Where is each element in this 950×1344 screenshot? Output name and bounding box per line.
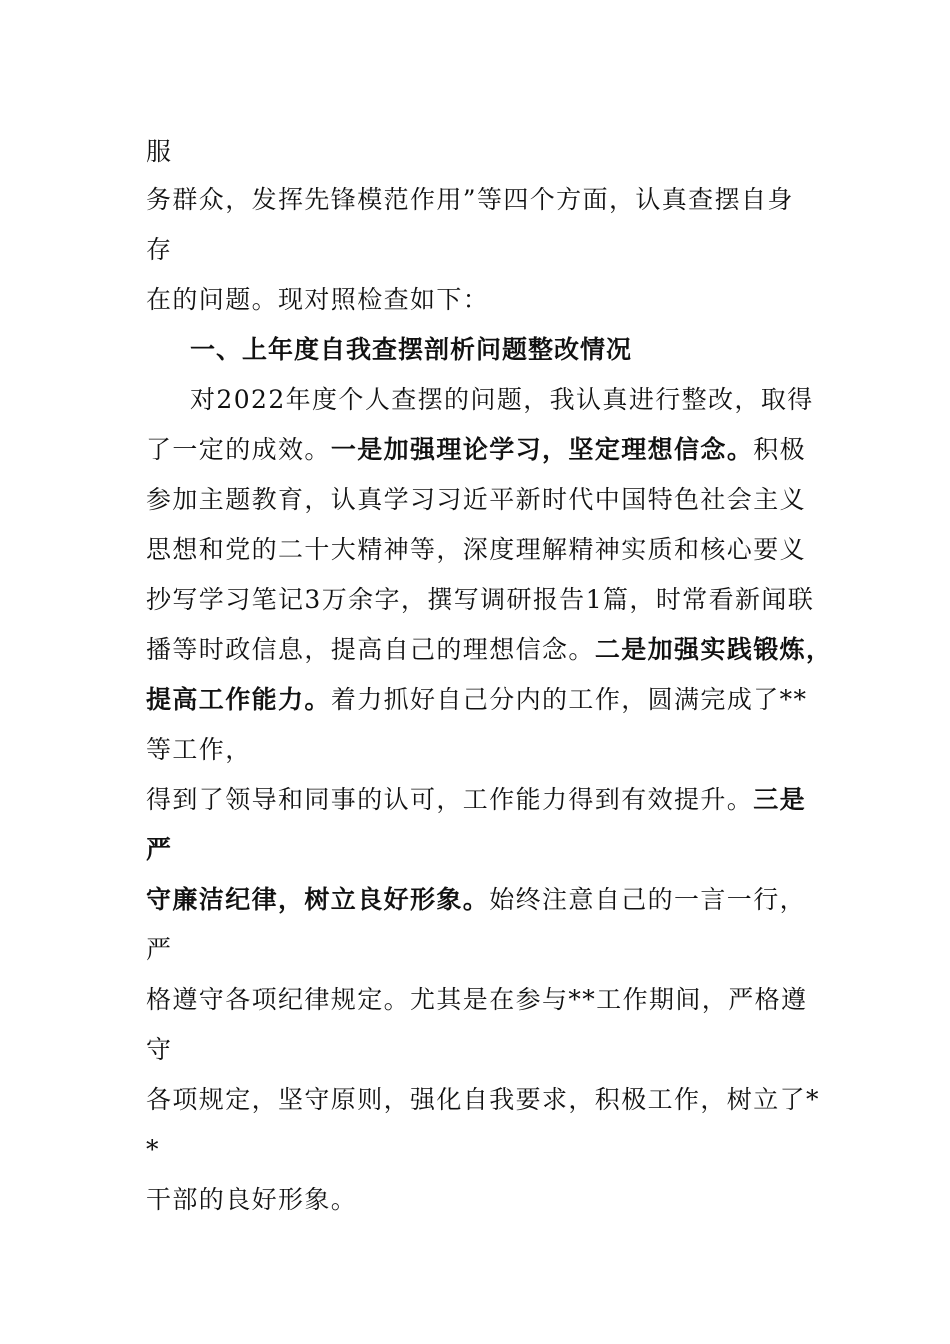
text-segment: 积极: [753, 435, 807, 464]
bold-text-segment: 守廉洁纪律，树立良好形象。: [146, 885, 490, 914]
text-segment: 始终注意自己的一言一行，: [489, 885, 807, 914]
text-line-17: [146, 934, 172, 966]
text-line-11: [146, 634, 832, 666]
text-line-7: [146, 434, 806, 466]
bold-text-segment: 一是加强理论学习，坚定理想信念。: [330, 435, 754, 464]
text-line-19: [146, 1034, 172, 1066]
text-segment: 抄写学习笔记3万余字，撰写调研报告1篇，时常看新闻联: [146, 585, 815, 614]
bold-text-segment: 三是: [753, 785, 807, 814]
bold-text-segment: 提高工作能力。: [146, 685, 331, 714]
text-line-3: [146, 234, 172, 266]
text-line-1: [146, 136, 172, 168]
text-line-9: [146, 534, 806, 566]
text-segment: 务群众，发挥先锋模范作用”等四个方面，认真查摆自身: [146, 185, 794, 214]
bold-text-segment: 严: [146, 835, 173, 864]
text-line-21: [146, 1134, 160, 1166]
bold-text-segment: 二是加强实践锻炼，: [594, 635, 833, 664]
text-segment: 服: [146, 137, 173, 166]
text-line-12: [146, 684, 807, 716]
text-segment: 各项规定，坚守原则，强化自我要求，积极工作，树立了*: [146, 1085, 820, 1114]
text-segment: 守: [146, 1035, 173, 1064]
text-segment: 思想和党的二十大精神等，深度理解精神实质和核心要义: [146, 535, 807, 564]
text-line-8: [146, 484, 806, 516]
text-line-20: [146, 1084, 820, 1116]
text-line-15: [146, 834, 172, 866]
text-segment: 了一定的成效。: [146, 435, 331, 464]
paragraph-first-line: [190, 384, 814, 416]
text-segment: 等工作，: [146, 735, 252, 764]
text-line-22: [146, 1184, 357, 1216]
section-heading: [190, 334, 632, 366]
text-line-18: [146, 984, 807, 1016]
text-line-2: [146, 184, 794, 216]
text-line-10: [146, 584, 814, 616]
text-segment: *: [146, 1135, 160, 1164]
text-segment: 在的问题。现对照检查如下：: [146, 285, 490, 314]
text-segment: 存: [146, 235, 173, 264]
text-segment: 严: [146, 935, 173, 964]
text-line-4: [146, 284, 489, 316]
text-segment: 播等时政信息，提高自己的理想信念。: [146, 635, 595, 664]
text-segment: 对2022年度个人查摆的问题，我认真进行整改，取得: [190, 385, 814, 414]
heading-text: 一、上年度自我查摆剖析问题整改情况: [190, 335, 633, 364]
text-segment: 参加主题教育，认真学习习近平新时代中国特色社会主义: [146, 485, 807, 514]
text-line-14: [146, 784, 806, 816]
text-segment: 格遵守各项纪律规定。尤其是在参与**工作期间，严格遵: [146, 985, 808, 1014]
text-segment: 干部的良好形象。: [146, 1185, 358, 1214]
text-segment: 得到了领导和同事的认可，工作能力得到有效提升。: [146, 785, 754, 814]
text-line-16: [146, 884, 806, 916]
text-segment: 着力抓好自己分内的工作，圆满完成了**: [330, 685, 808, 714]
text-line-13: [146, 734, 252, 766]
